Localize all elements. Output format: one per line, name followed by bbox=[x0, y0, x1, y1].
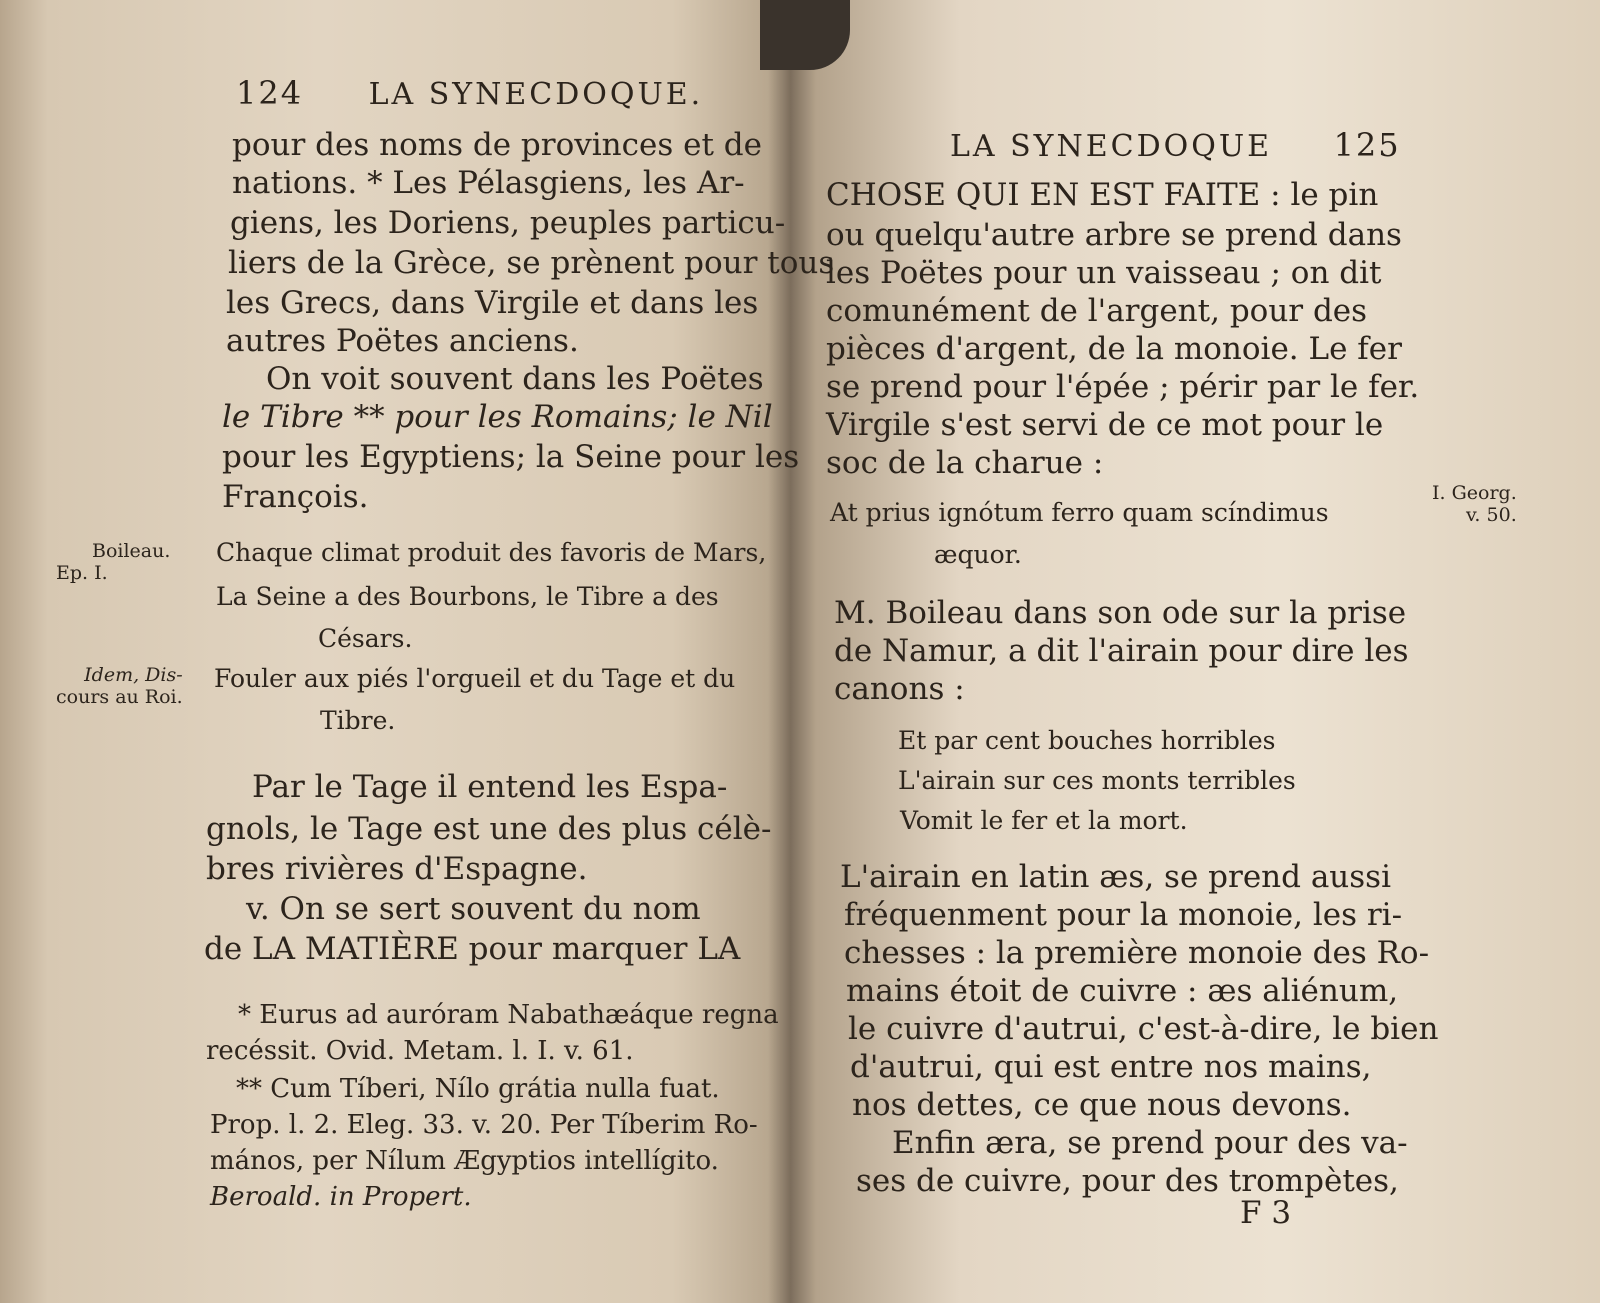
text-line: chesses : la première monoie des Ro- bbox=[844, 935, 1430, 971]
footnote-line: mános, per Nílum Ægyptios intellígito. bbox=[210, 1146, 719, 1176]
text-line: nations. * Les Pélasgiens, les Ar- bbox=[232, 165, 745, 201]
margin-note-idem bbox=[56, 664, 183, 708]
text-line: bres rivières d'Espagne. bbox=[206, 851, 588, 887]
right-page-number: 125 bbox=[1333, 126, 1401, 164]
margin-note-boileau bbox=[56, 540, 171, 584]
footnote-line: Beroald. in Propert. bbox=[210, 1182, 472, 1212]
text-line: M. Boileau dans son ode sur la prise bbox=[834, 595, 1407, 631]
text-line: giens, les Doriens, peuples particu- bbox=[230, 205, 786, 241]
text-line: les Poëtes pour un vaisseau ; on dit bbox=[826, 255, 1382, 291]
text-line: le Tibre ** pour les Romains; le Nil bbox=[222, 399, 773, 435]
footnote-line: * Eurus ad auróram Nabathæáque regna bbox=[238, 1000, 779, 1030]
text-line: pour les Egyptiens; la Seine pour les bbox=[222, 439, 800, 475]
text-line: ses de cuivre, pour des trompètes, bbox=[856, 1163, 1399, 1199]
text-line: liers de la Grèce, se prènent pour tous bbox=[228, 245, 835, 281]
quote-line: Fouler aux piés l'orgueil et du Tage et du bbox=[214, 664, 736, 693]
footnote-line: ** Cum Tíberi, Nílo grátia nulla fuat. bbox=[236, 1074, 720, 1104]
text-line: d'autrui, qui est entre nos mains, bbox=[850, 1049, 1372, 1085]
quote-line: Tibre. bbox=[320, 706, 396, 735]
quote-line: Césars. bbox=[318, 624, 413, 653]
text-line: CHOSE QUI EN EST FAITE : le pin bbox=[826, 177, 1379, 213]
text-line: de Namur, a dit l'airain pour dire les bbox=[834, 633, 1409, 669]
text-line: le cuivre d'autrui, c'est-à-dire, le bien bbox=[848, 1011, 1439, 1047]
margin-note-georg bbox=[1432, 482, 1517, 526]
text-line: Enfin æra, se prend pour des va- bbox=[892, 1125, 1408, 1161]
margin-line: cours au Roi. bbox=[56, 686, 183, 708]
signature-mark: F 3 bbox=[1240, 1195, 1292, 1231]
text-line: gnols, le Tage est une des plus célè- bbox=[206, 811, 772, 847]
margin-line: Idem, Dis- bbox=[84, 664, 183, 686]
text-line: canons : bbox=[834, 671, 965, 707]
text-line: On voit souvent dans les Poëtes bbox=[266, 361, 764, 397]
right-page bbox=[790, 0, 1600, 1303]
margin-line: I. Georg. bbox=[1432, 482, 1517, 504]
right-running-head: LA SYNECDOQUE bbox=[950, 129, 1273, 164]
text-line: v. On se sert souvent du nom bbox=[246, 891, 701, 927]
text-line: L'airain en latin æs, se prend aussi bbox=[840, 859, 1392, 895]
left-running-header bbox=[236, 74, 703, 112]
verse-line: Vomit le fer et la mort. bbox=[900, 806, 1188, 835]
footnote-line: recéssit. Ovid. Metam. l. I. v. 61. bbox=[206, 1036, 634, 1066]
text-line: ou quelqu'autre arbre se prend dans bbox=[826, 217, 1402, 253]
verse-line: Et par cent bouches horribles bbox=[898, 726, 1276, 755]
text-line: fréquenment pour la monoie, les ri- bbox=[844, 897, 1403, 933]
text-line: Par le Tage il entend les Espa- bbox=[252, 769, 728, 805]
text-line: autres Poëtes anciens. bbox=[226, 323, 579, 359]
text-line: comunément de l'argent, pour des bbox=[826, 293, 1368, 329]
verse-line: L'airain sur ces monts terribles bbox=[898, 766, 1296, 795]
footnote-line: Prop. l. 2. Eleg. 33. v. 20. Per Tíberim Ro- bbox=[210, 1110, 758, 1140]
text-line: pour des noms de provinces et de bbox=[232, 127, 762, 163]
margin-line: v. 50. bbox=[1465, 504, 1517, 526]
left-page-number: 124 bbox=[236, 74, 304, 112]
text-line: de LA MATIÈRE pour marquer LA bbox=[204, 931, 741, 967]
left-running-head: LA SYNECDOQUE. bbox=[368, 77, 704, 112]
text-line: Virgile s'est servi de ce mot pour le bbox=[826, 407, 1384, 443]
text-line: mains étoit de cuivre : æs aliénum, bbox=[846, 973, 1399, 1009]
text-line: François. bbox=[222, 479, 369, 515]
text-line: pièces d'argent, de la monoie. Le fer bbox=[826, 331, 1402, 367]
text-line: se prend pour l'épée ; périr par le fer. bbox=[826, 369, 1420, 405]
text-line: soc de la charue : bbox=[826, 445, 1104, 481]
text-line: nos dettes, ce que nous devons. bbox=[852, 1087, 1352, 1123]
quote-line: La Seine a des Bourbons, le Tibre a des bbox=[216, 582, 719, 611]
text-line: les Grecs, dans Virgile et dans les bbox=[226, 285, 759, 321]
right-running-header bbox=[950, 126, 1401, 164]
margin-line: Ep. I. bbox=[56, 562, 108, 584]
margin-line: Boileau. bbox=[92, 540, 171, 562]
latin-quote-line: At prius ignótum ferro quam scíndimus bbox=[830, 498, 1329, 527]
quote-line: Chaque climat produit des favoris de Mars, bbox=[216, 538, 767, 567]
latin-quote-line: æquor. bbox=[934, 540, 1022, 569]
